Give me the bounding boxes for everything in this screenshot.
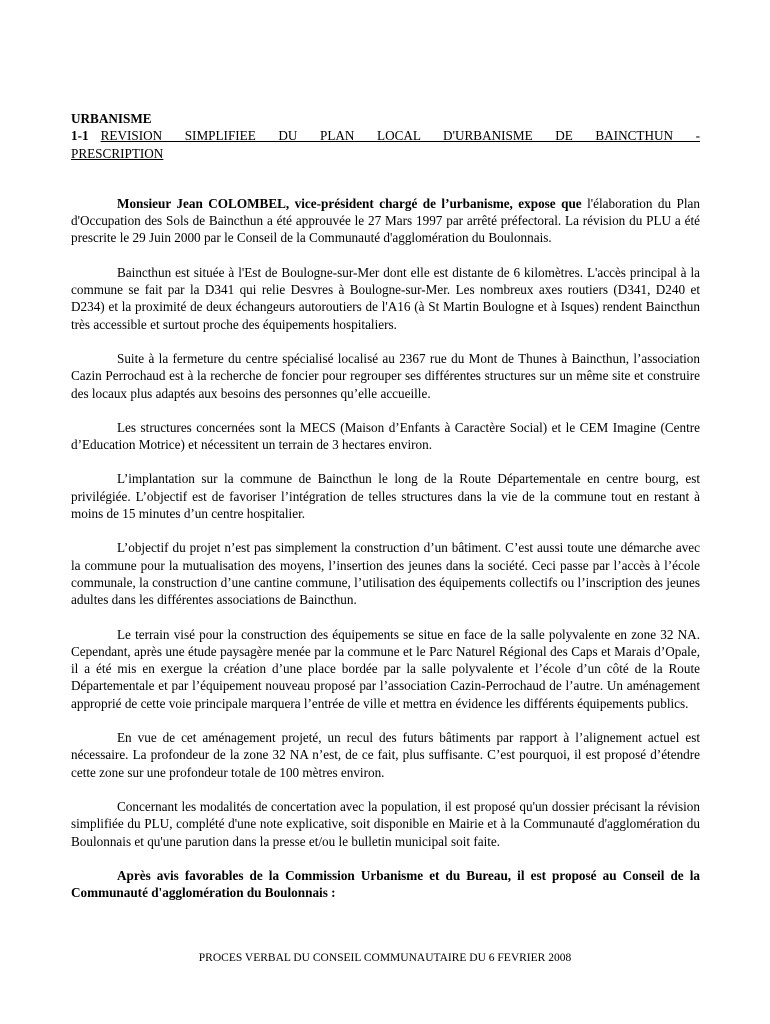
paragraph-lead: Monsieur Jean COLOMBEL, vice-président chargé de l’urbanisme, expose que (117, 195, 582, 211)
paragraph-text: Suite à la fermeture du centre spécialisé localisé au 2367 rue du Mont de Thunes à Baincthun, l’association Cazin Perrochaud est à la recherche de foncier pour regrouper ses différentes structures sur un même site et construire des locaux plus adaptés aux besoins des personnes qu’elle accueille. (71, 350, 700, 401)
page-footer: PROCES VERBAL DU CONSEIL COMMUNAUTAIRE DU 6 FEVRIER 2008 (198, 952, 572, 964)
section-heading: URBANISME (71, 111, 152, 126)
paragraph-4 (71, 419, 700, 454)
item-title: REVISION SIMPLIFIEE DU PLAN LOCAL D'URBANISME DE BAINCTHUN - PRESCRIPTION (71, 128, 700, 161)
paragraph-9 (71, 798, 700, 850)
paragraph-3 (71, 350, 700, 402)
closing-paragraph: Après avis favorables de la Commission Urbanisme et du Bureau, il est proposé au Conseil de la Communauté d'agglomération du Boulonnais : (71, 867, 700, 901)
paragraph-1 (71, 195, 700, 247)
paragraph-5 (71, 470, 700, 522)
item-heading (71, 127, 700, 162)
item-number: 1-1 (71, 128, 89, 144)
paragraph-7 (71, 626, 700, 712)
paragraph-2 (71, 264, 700, 333)
paragraph-text: Concernant les modalités de concertation avec la population, il est proposé qu'un dossier précisant la révision simplifiée du PLU, complété d'une note explicative, soit disponible en Mairie et à la Communauté d'agglomération du Boulonnais et qu'une parution dans la presse et/ou le bulletin municipal soit faite. (71, 798, 700, 849)
paragraph-text: l'élaboration du Plan d'Occupation des Sols de Baincthun a été approuvée le 27 Mars 1997 par arrêté préfectoral. La révision du PLU a été prescrite le 29 Juin 2000 par le Conseil de la Communauté d'agglomération du Boulonnais. (71, 195, 700, 246)
paragraph-8 (71, 729, 700, 781)
paragraph-text: Le terrain visé pour la construction des équipements se situe en face de la salle polyvalente en zone 32 NA. Cependant, après une étude paysagère menée par la commune et le Parc Naturel Régional des Caps et Marais d’Opale, il a été mis en exergue la création d’une place bordée par la salle polyvalente et l’école d’un côté de la Route Départementale et par l’équipement nouveau proposé par l’association Cazin-Perrochaud de l’autre. Un aménagement approprié de cette voie principale marquera l’entrée de ville et mettra en évidence les différents équipements publics. (71, 626, 700, 711)
paragraph-6 (71, 539, 700, 608)
paragraph-text: L’implantation sur la commune de Baincthun le long de la Route Départementale en centre bourg, est privilégiée. L’objectif est de favoriser l’intégration de telles structures dans la vie de la commune tout en restant à moins de 15 minutes d’un centre hospitalier. (71, 471, 700, 522)
paragraph-text: L’objectif du projet n’est pas simplement la construction d’un bâtiment. C’est aussi toute une démarche avec la commune pour la mutualisation des moyens, l’insertion des jeunes dans la société. Ceci passe par l’accès à l’école communale, la construction d’une cantine commune, l’utilisation des équipements collectifs ou l’inscription des jeunes adultes dans les différentes associations de Baincthun. (71, 540, 700, 608)
paragraph-text: Les structures concernées sont la MECS (Maison d’Enfants à Caractère Social) et le CEM Imagine (Centre d’Education Motrice) et nécessitent un terrain de 3 hectares environ. (71, 419, 700, 453)
paragraph-text: En vue de cet aménagement projeté, un recul des futurs bâtiments par rapport à l’alignement actuel est nécessaire. La profondeur de la zone 32 NA n’est, de ce fait, plus suffisante. C’est pourquoi, il est proposé d’étendre cette zone sur une profondeur totale de 100 mètres environ. (71, 730, 700, 780)
document-body (71, 110, 700, 901)
paragraph-text: Baincthun est située à l'Est de Boulogne-sur-Mer dont elle est distante de 6 kilomètres. L'accès principal à la commune se fait par la D341 qui relie Desvres à Boulogne-sur-Mer. Les nombreux axes routiers (D341, D240 et D234) et la proximité de deux échangeurs autoroutiers de l'A16 (à St Martin Boulogne et à Isques) rendent Baincthun très accessible et surtout proche des équipements hospitaliers. (71, 264, 700, 332)
